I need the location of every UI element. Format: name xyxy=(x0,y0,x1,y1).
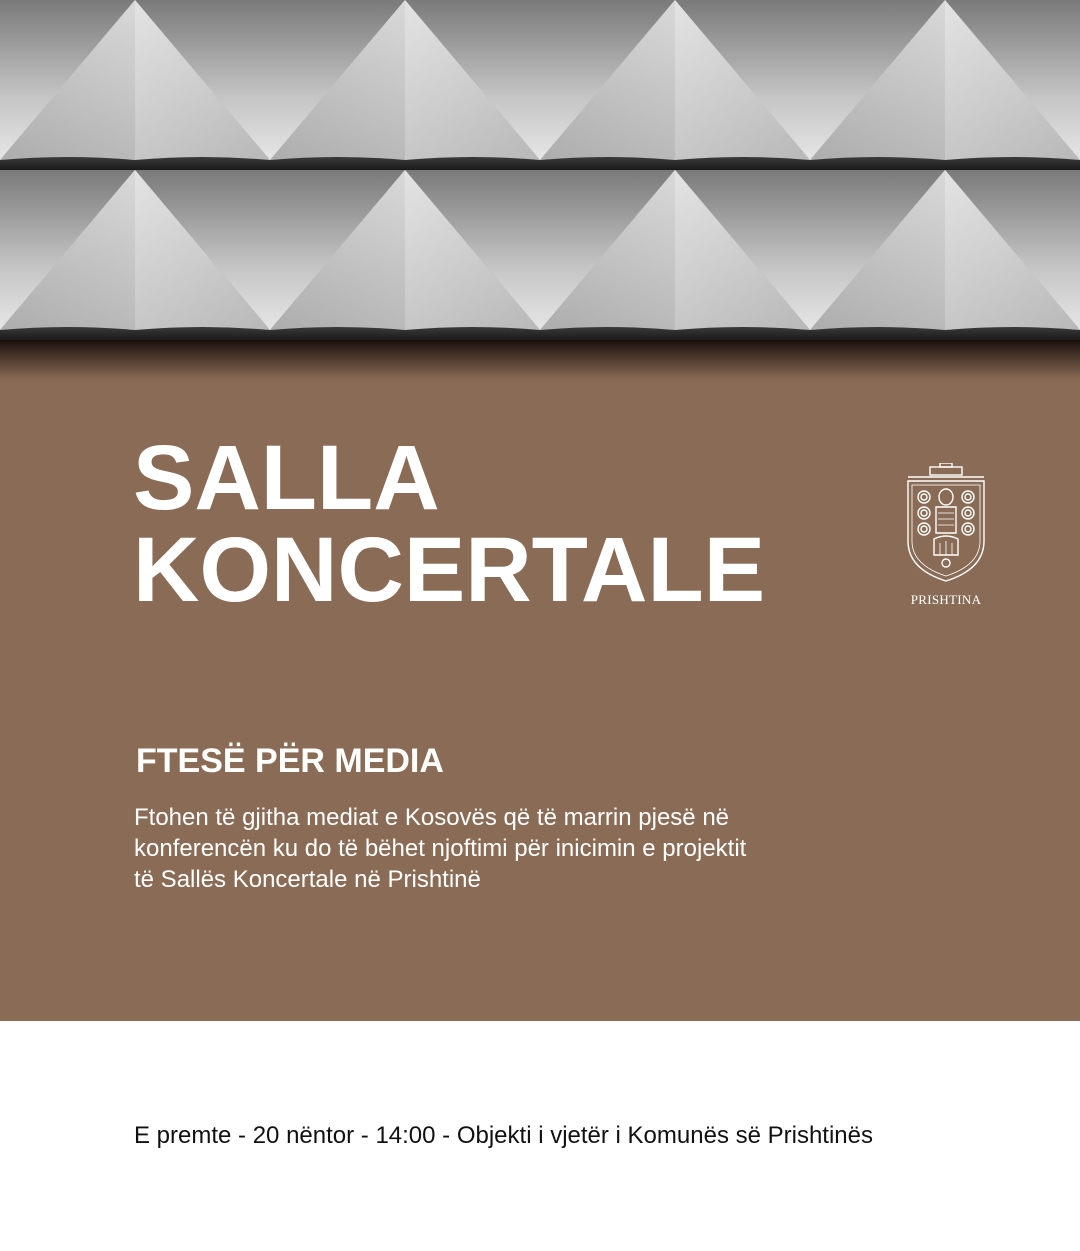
title-line-2: KONCERTALE xyxy=(133,519,766,621)
invitation-line-2: konferencën ku do të bëhet njoftimi për inicimin e projektit xyxy=(134,835,747,862)
invitation-line-3: të Sallës Koncertale në Prishtinë xyxy=(134,866,481,893)
band-shadow xyxy=(0,340,1080,380)
coat-of-arms-icon xyxy=(900,463,992,611)
acoustic-panel-pattern xyxy=(0,0,1080,346)
event-title xyxy=(133,427,766,621)
invitation-line-1: Ftohen të gjitha mediat e Kosovës që të marrin pjesë në xyxy=(134,804,730,831)
logo-caption: PRISHTINA xyxy=(910,592,982,607)
event-details: E premte - 20 nëntor - 14:00 - Objekti i vjetër i Komunës së Prishtinës xyxy=(134,1122,873,1149)
title-line-1: SALLA xyxy=(133,427,440,529)
invitation-heading: FTESË PËR MEDIA xyxy=(136,742,444,780)
invitation-text xyxy=(134,802,834,895)
